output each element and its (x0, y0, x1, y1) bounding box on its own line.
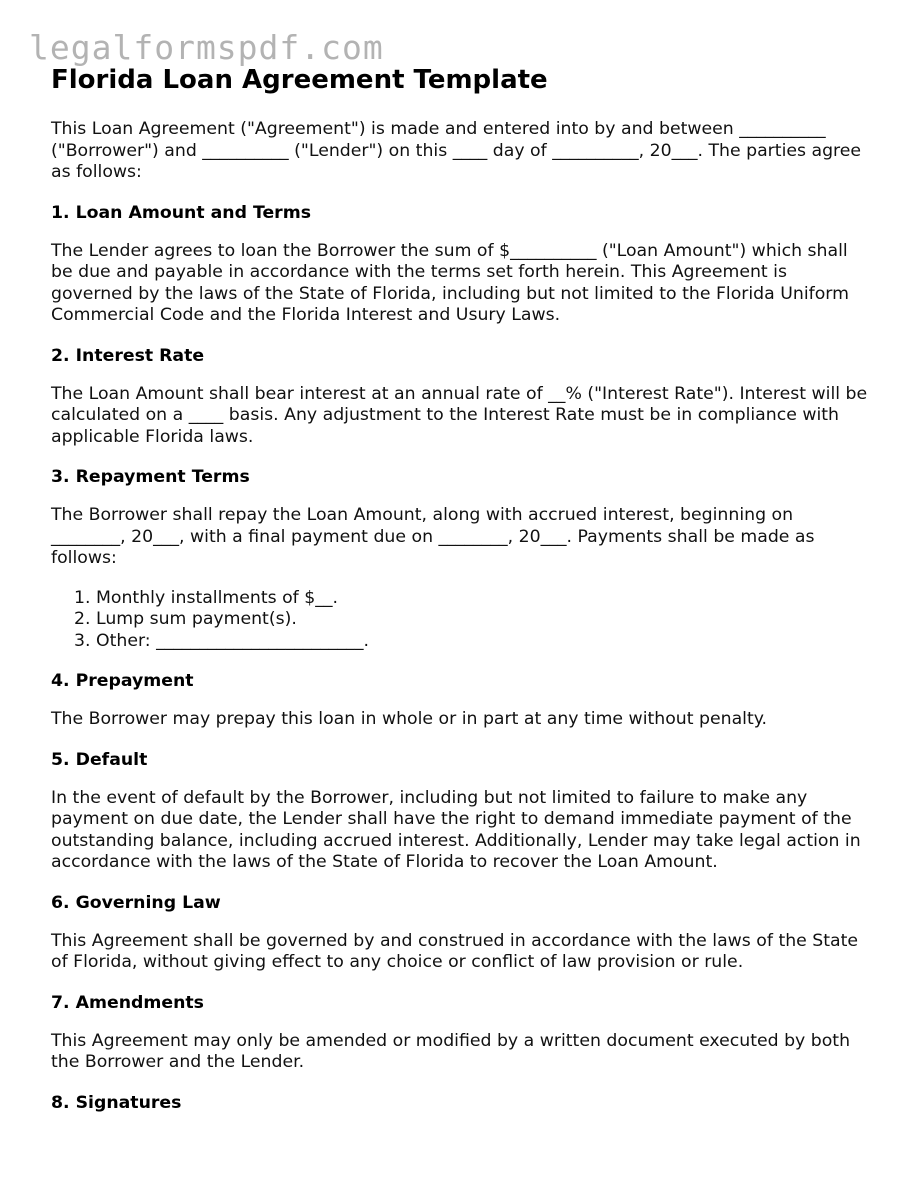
section-heading-governing-law: 6. Governing Law (51, 892, 221, 913)
watermark-text: legalformspdf.com (29, 28, 384, 67)
section-heading-loan-amount: 1. Loan Amount and Terms (51, 202, 311, 223)
section-body-default: In the event of default by the Borrower, including but not limited to failure to make any payment on due date, the Lender shall have the right to demand immediate payment of the outstanding balance, including accrued interest. Additionally, Lender may take legal action in accordance with the laws of the State of Florida to recover the Loan Amount. (51, 787, 861, 872)
repayment-options-list (51, 588, 871, 653)
section-body-amendments: This Agreement may only be amended or modified by a written document executed by both the Borrower and the Lender. (51, 1030, 851, 1072)
section-heading-repayment-terms: 3. Repayment Terms (51, 467, 250, 487)
section-heading-prepayment: 4. Prepayment (51, 671, 194, 691)
document-title: Florida Loan Agreement Template (51, 65, 548, 95)
section-body-loan-amount: The Lender agrees to loan the Borrower the sum of $__________ ("Loan Amount") which shall be due and payable in accordance with the terms set forth herein. This Agreement is governed by the laws of the State of Florida, including but not limited to the Florida Uniform Commercial Code and the Florida Interest and Usury Laws. (51, 240, 849, 325)
document-page (51, 62, 871, 1131)
list-item: 1. Monthly installments of $__. (96, 588, 871, 610)
section-heading-interest-rate: 2. Interest Rate (51, 345, 205, 366)
section-body-interest-rate: The Loan Amount shall bear interest at an annual rate of __% ("Interest Rate"). Interest will be calculated on a ____ basis. Any adjustment to the Interest Rate must be in compliance with applicable Florida laws. (51, 383, 868, 447)
section-heading-signatures: 8. Signatures (51, 1092, 182, 1113)
section-body-prepayment: The Borrower may prepay this loan in whole or in part at any time without penalty. (51, 709, 767, 729)
section-heading-amendments: 7. Amendments (51, 992, 204, 1013)
section-heading-default: 5. Default (51, 749, 148, 770)
section-body-governing-law: This Agreement shall be governed by and construed in accordance with the laws of the State of Florida, without giving effect to any choice or conflict of law provision or rule. (51, 930, 859, 972)
intro-paragraph: This Loan Agreement ("Agreement") is made and entered into by and between __________ ("Borrower") and __________ ("Lender") on this ____ day of __________, 20___. The parties agree as follows: (51, 119, 862, 182)
section-body-repayment-terms: The Borrower shall repay the Loan Amount, along with accrued interest, beginning on ________, 20___, with a final payment due on ________, 20___. Payments shall be made as follows: (51, 505, 815, 568)
list-item: 2. Lump sum payment(s). (96, 609, 871, 631)
list-item: 3. Other: ________________________. (96, 631, 871, 653)
